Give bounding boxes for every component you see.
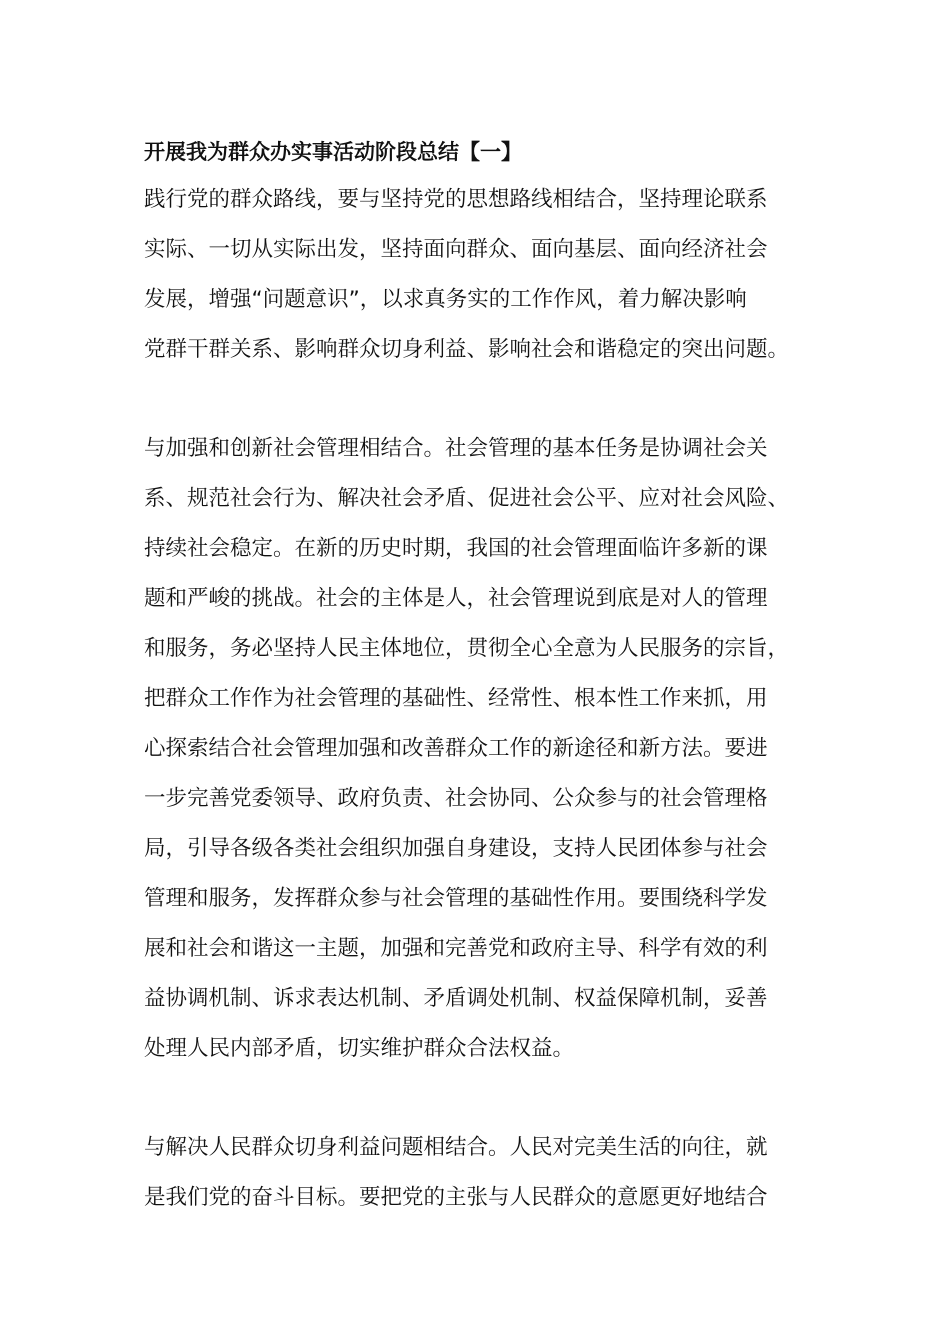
paragraph-1-line-2: 实际、一切从实际出发，坚持面向群众、面向基层、面向经济社会 [144,237,768,262]
paragraph-2-line-2: 系、规范社会行为、解决社会矛盾、促进社会公平、应对社会风险、 [144,486,790,511]
paragraph-2-line-12: 益协调机制、诉求表达机制、矛盾调处机制、权益保障机制，妥善 [144,986,768,1011]
paragraph-2-line-10: 管理和服务，发挥群众参与社会管理的基础性作用。要围绕科学发 [144,886,768,911]
paragraph-3-line-2: 是我们党的奋斗目标。要把党的主张与人民群众的意愿更好地结合 [144,1185,768,1210]
paragraph-2-line-3: 持续社会稳定。在新的历史时期，我国的社会管理面临许多新的课 [144,536,768,561]
paragraph-3-line-1: 与解决人民群众切身利益问题相结合。人民对完美生活的向往，就 [144,1135,768,1160]
paragraph-2-line-5: 和服务，务必坚持人民主体地位，贯彻全心全意为人民服务的宗旨， [144,636,790,661]
document-title: 开展我为群众办实事活动阶段总结【一】 [144,140,522,164]
paragraph-1-line-3: 发展，增强“问题意识”，以求真务实的工作作风，着力解决影响 [144,287,747,312]
paragraph-2-line-7: 心探索结合社会管理加强和改善群众工作的新途径和新方法。要进 [144,736,768,761]
paragraph-2-line-11: 展和社会和谐这一主题，加强和完善党和政府主导、科学有效的利 [144,936,768,961]
paragraph-2-line-9: 局，引导各级各类社会组织加强自身建设，支持人民团体参与社会 [144,836,768,861]
paragraph-1-line-4: 党群干群关系、影响群众切身利益、影响社会和谐稳定的突出问题。 [144,337,790,362]
paragraph-2-line-6: 把群众工作作为社会管理的基础性、经常性、根本性工作来抓，用 [144,686,768,711]
paragraph-2-line-8: 一步完善党委领导、政府负责、社会协同、公众参与的社会管理格 [144,786,768,811]
paragraph-2-line-4: 题和严峻的挑战。社会的主体是人，社会管理说到底是对人的管理 [144,586,768,611]
paragraph-1-line-1: 践行党的群众路线，要与坚持党的思想路线相结合，坚持理论联系 [144,187,768,212]
paragraph-2-line-1: 与加强和创新社会管理相结合。社会管理的基本任务是协调社会关 [144,436,768,461]
paragraph-2-line-13: 处理人民内部矛盾，切实维护群众合法权益。 [144,1036,575,1061]
